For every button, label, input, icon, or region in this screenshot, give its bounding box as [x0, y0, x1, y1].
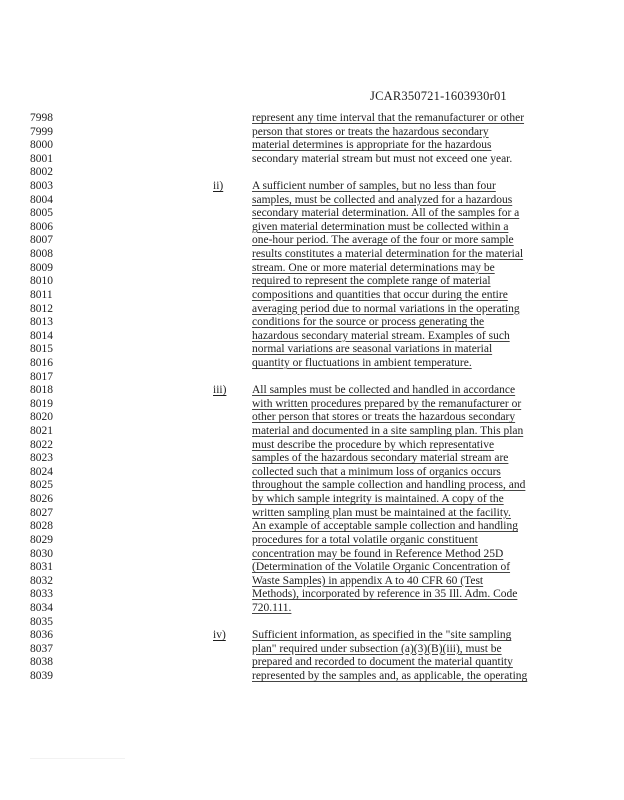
- text-line: hazardous secondary material stream. Examples of such: [252, 329, 510, 342]
- line-number: 8035: [30, 615, 53, 628]
- line-number: 8038: [30, 656, 53, 669]
- text-line: All samples must be collected and handled in accordance: [252, 384, 516, 397]
- text-line: Sufficient information, as specified in the "site sampling: [252, 629, 512, 642]
- text-line: one-hour period. The average of the four or more sample: [252, 234, 514, 247]
- footer-divider: [30, 758, 125, 759]
- text-line: normal variations are seasonal variations in material: [252, 343, 493, 356]
- text-line: conditions for the source or process generating the: [252, 316, 485, 329]
- text-line: person that stores or treats the hazardous secondary: [252, 125, 489, 138]
- text-line: stream. One or more material determinations may be: [252, 261, 495, 274]
- text-line: Waste Samples) in appendix A to 40 CFR 60 (Test: [252, 574, 484, 587]
- text-line: secondary material stream but must not exceed one year.: [252, 152, 513, 165]
- text-line: (Determination of the Volatile Organic Concentration of: [252, 561, 511, 574]
- line-number: 8003: [30, 180, 53, 193]
- text-line: A sufficient number of samples, but no less than four: [252, 180, 496, 193]
- line-number: 7998: [30, 112, 53, 124]
- line-number: 8036: [30, 629, 53, 642]
- text-line: results constitutes a material determination for the material: [252, 248, 524, 261]
- line-number-column: [30, 112, 70, 684]
- text-line: with written procedures prepared by the remanufacturer or: [252, 397, 522, 410]
- line-number: 8033: [30, 588, 53, 601]
- line-number: 8027: [30, 506, 53, 519]
- line-number: 8034: [30, 601, 53, 614]
- line-number: 8010: [30, 275, 53, 288]
- line-number: 8023: [30, 452, 53, 465]
- line-number: 8028: [30, 520, 53, 533]
- line-number: 8012: [30, 302, 53, 315]
- text-line: samples of the hazardous secondary material stream are: [252, 452, 509, 465]
- text-line: secondary material determination. All of the samples for a: [252, 207, 520, 220]
- line-number: 8015: [30, 343, 53, 356]
- line-number: 8002: [30, 166, 53, 179]
- line-number: 8008: [30, 248, 53, 261]
- line-number: 8026: [30, 493, 53, 506]
- text-line: prepared and recorded to document the material quantity: [252, 656, 513, 669]
- text-line: material determines is appropriate for the hazardous: [252, 139, 492, 152]
- text-line: Methods), incorporated by reference in 35 Ill. Adm. Code: [252, 588, 518, 601]
- text-line: An example of acceptable sample collection and handling: [252, 520, 518, 533]
- subsection-marker-iii: iii): [213, 384, 227, 397]
- line-number: 8016: [30, 356, 53, 369]
- line-number: 8022: [30, 438, 53, 451]
- line-number: 8020: [30, 411, 53, 424]
- line-number: 8006: [30, 220, 53, 233]
- line-number: 8025: [30, 479, 53, 492]
- line-number: 8007: [30, 234, 53, 247]
- text-line: throughout the sample collection and handling process, and: [252, 479, 526, 492]
- line-number: 8019: [30, 397, 53, 410]
- body-text: [252, 112, 542, 684]
- text-line: collected such that a minimum loss of organics occurs: [252, 465, 501, 478]
- line-number: 8024: [30, 465, 53, 478]
- text-line: by which sample integrity is maintained. A copy of the: [252, 493, 504, 506]
- blank-line: [252, 371, 542, 385]
- text-line: material and documented in a site sampling plan. This plan: [252, 425, 524, 438]
- text-line: 720.111.: [252, 601, 292, 614]
- subsection-marker-ii: ii): [213, 180, 224, 193]
- text-line: procedures for a total volatile organic constituent: [252, 533, 478, 546]
- line-number: 8031: [30, 561, 53, 574]
- subsection-marker-iv: iv): [213, 629, 226, 642]
- line-number: 8005: [30, 207, 53, 220]
- text-line: plan" required under subsection (a)(3)(B)(iii), must be: [252, 642, 502, 655]
- line-number: 8021: [30, 425, 53, 438]
- line-number: 8014: [30, 329, 53, 342]
- text-line: required to represent the complete range of material: [252, 275, 491, 288]
- document-id: JCAR350721-1603930r01: [370, 89, 507, 103]
- line-number: 8018: [30, 384, 53, 397]
- text-line: other person that stores or treats the hazardous secondary: [252, 411, 516, 424]
- blank-line: [252, 616, 542, 630]
- line-number: 8000: [30, 139, 53, 152]
- text-line: averaging period due to normal variations in the operating: [252, 302, 520, 315]
- line-number: 8029: [30, 533, 53, 546]
- line-number: 8030: [30, 547, 53, 560]
- line-number: 8032: [30, 574, 53, 587]
- line-number: 8037: [30, 642, 53, 655]
- text-line: given material determination must be collected within a: [252, 220, 509, 233]
- text-line: represent any time interval that the remanufacturer or other: [252, 112, 525, 124]
- line-number: 8017: [30, 370, 53, 383]
- text-line: written sampling plan must be maintained at the facility.: [252, 506, 511, 519]
- line-number: 8011: [30, 288, 53, 301]
- text-line: represented by the samples and, as applicable, the operating: [252, 669, 528, 682]
- line-number: 8001: [30, 152, 53, 165]
- text-line: concentration may be found in Reference Method 25D: [252, 547, 504, 560]
- text-line: must describe the procedure by which representative: [252, 438, 495, 451]
- line-number: 7999: [30, 125, 53, 138]
- line-number: 8009: [30, 261, 53, 274]
- text-line: compositions and quantities that occur during the entire: [252, 288, 508, 301]
- text-line: samples, must be collected and analyzed for a hazardous: [252, 193, 513, 206]
- line-number: 8013: [30, 316, 53, 329]
- line-number: 8039: [30, 669, 53, 682]
- line-number: 8004: [30, 193, 53, 206]
- text-line: quantity or fluctuations in ambient temperature.: [252, 356, 472, 369]
- blank-line: [252, 166, 542, 180]
